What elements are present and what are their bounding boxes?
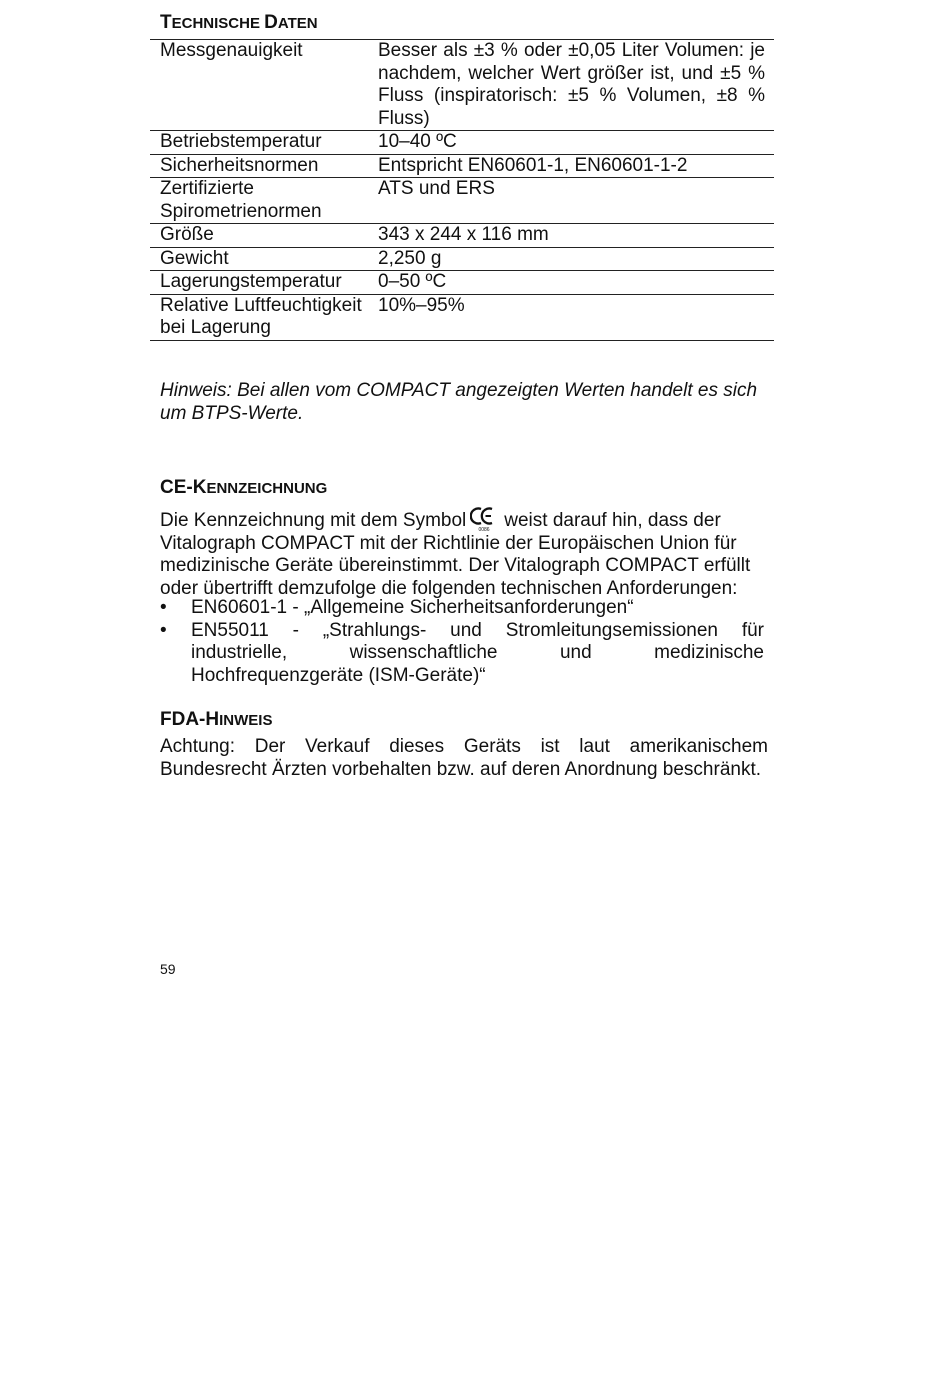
ce-paragraph bbox=[160, 507, 764, 600]
list-item bbox=[160, 597, 764, 620]
heading-initial: D bbox=[264, 12, 278, 33]
table-row bbox=[150, 224, 774, 248]
spec-label: Lagerungstemperatur bbox=[150, 271, 378, 295]
spec-value: Besser als ±3 % oder ±0,05 Liter Volumen: je nachdem, welcher Wert größer ist, und ±5 % Fluss (inspiratorisch: ±5 % Volumen, ±8 % Fluss) bbox=[378, 40, 774, 131]
heading-smallcaps: ENNZEICHNUNG bbox=[206, 480, 328, 497]
spec-label: Sicherheitsnormen bbox=[150, 154, 378, 178]
spec-label: Messgenauigkeit bbox=[150, 40, 378, 131]
table-row bbox=[150, 271, 774, 295]
ce-paragraph-text: Die Kennzeichnung mit dem Symbol bbox=[160, 510, 467, 531]
list-item-text: EN55011 - „Strahlungs- und Stromleitungsemissionen für industrielle, wissenschaftliche und medizinische Hochfrequenzgeräte (ISM-Geräte)“ bbox=[191, 619, 764, 686]
spec-value: Entspricht EN60601-1, EN60601-1-2 bbox=[378, 154, 774, 178]
heading-smallcaps: ATEN bbox=[277, 15, 318, 32]
bullet-icon: • bbox=[160, 597, 167, 618]
ce-paragraph-text: weist darauf hin, dass der Vitalograph COMPACT mit der Richtlinie der Europäischen Union für medizinische Geräte übereinstimmt. Der Vitalograph COMPACT erfüllt oder übertrifft demzufolge die folgenden technischen Anforderungen: bbox=[160, 510, 751, 599]
requirements-list bbox=[160, 597, 764, 687]
spec-label: Relative Luftfeuchtigkeit bei Lagerung bbox=[150, 294, 378, 340]
table-row bbox=[150, 247, 774, 271]
list-item bbox=[160, 620, 764, 688]
table-row bbox=[150, 154, 774, 178]
heading-initial: T bbox=[160, 12, 172, 33]
heading-initial: FDA-H bbox=[160, 709, 220, 730]
spec-label: Zertifizierte Spirometrienormen bbox=[150, 178, 378, 224]
btps-note: Hinweis: Bei allen vom COMPACT angezeigten Werten handelt es sich um BTPS-Werte. bbox=[160, 380, 758, 424]
spec-value: 0–50 ºC bbox=[378, 271, 774, 295]
table-row bbox=[150, 40, 774, 131]
ce-marking-heading bbox=[160, 477, 327, 500]
fda-notice-text: Achtung: Der Verkauf dieses Geräts ist laut amerikanischem Bundesrecht Ärzten vorbehalten bzw. auf deren Anordnung beschränkt. bbox=[160, 736, 768, 780]
page-number: 59 bbox=[160, 961, 176, 977]
spec-label: Betriebstemperatur bbox=[150, 131, 378, 155]
technical-data-heading bbox=[160, 12, 318, 35]
ce-mark-icon bbox=[470, 507, 498, 532]
spec-value: 343 x 244 x 116 mm bbox=[378, 224, 774, 248]
table-row bbox=[150, 294, 774, 340]
heading-initial: CE-K bbox=[160, 477, 207, 498]
spec-label: Gewicht bbox=[150, 247, 378, 271]
spec-value: ATS und ERS bbox=[378, 178, 774, 224]
bullet-icon: • bbox=[160, 619, 167, 641]
table-row bbox=[150, 178, 774, 224]
spec-value: 2,250 g bbox=[378, 247, 774, 271]
heading-smallcaps: INWEIS bbox=[219, 712, 273, 729]
heading-smallcaps: ECHNISCHE bbox=[171, 15, 265, 32]
spec-label: Größe bbox=[150, 224, 378, 248]
spec-value: 10%–95% bbox=[378, 294, 774, 340]
spec-value: 10–40 ºC bbox=[378, 131, 774, 155]
list-item-text: EN60601-1 - „Allgemeine Sicherheitsanforderungen“ bbox=[191, 597, 634, 618]
technical-data-table bbox=[150, 39, 774, 341]
table-row bbox=[150, 131, 774, 155]
ce-notified-body-number: 0086 bbox=[478, 527, 490, 532]
fda-notice-heading bbox=[160, 709, 272, 732]
